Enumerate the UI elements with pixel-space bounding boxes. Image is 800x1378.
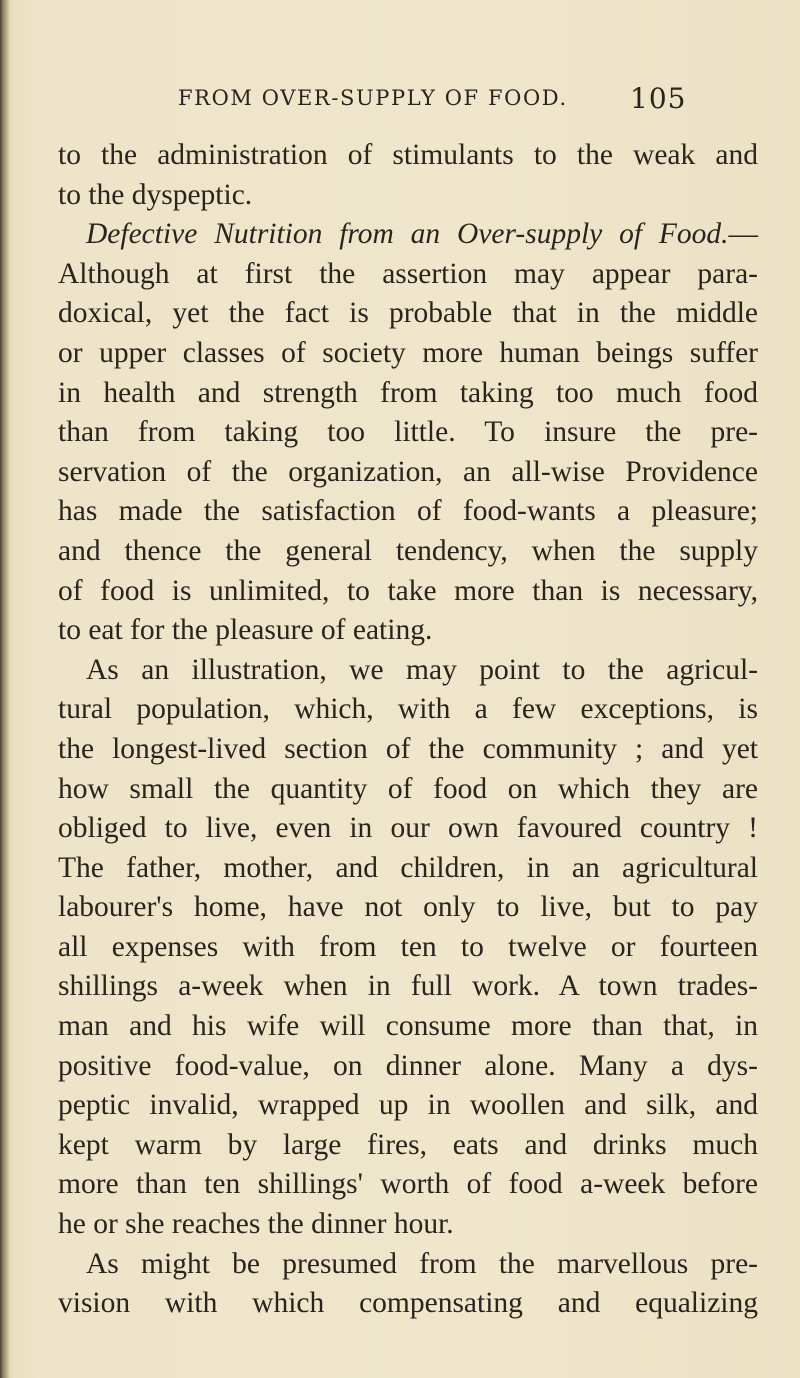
text-line: and thence the general tendency, when the supply <box>58 534 758 567</box>
text-line: shillings a-week when in full work. A town trades- <box>58 970 758 1003</box>
text-line: As an illustration, we may point to the agricul- <box>86 653 758 686</box>
text-line: peptic invalid, wrapped up in woollen and silk, and <box>58 1089 758 1122</box>
text-line: obliged to live, even in our own favoured country ! <box>58 812 758 845</box>
text-line: more than ten shillings' worth of food a-week before <box>58 1168 758 1201</box>
text-line: he or she reaches the dinner hour. <box>58 1208 454 1241</box>
text-line: to the dyspeptic. <box>58 178 253 211</box>
text-line: man and his wife will consume more than that, in <box>58 1010 758 1043</box>
text-line: positive food-value, on dinner alone. Many a dys- <box>58 1049 758 1082</box>
text-line: Although at first the assertion may appear para- <box>58 257 758 290</box>
text-line: the longest-lived section of the community ; and yet <box>58 732 758 765</box>
section-heading-line <box>58 215 758 255</box>
page-header <box>0 82 800 122</box>
text-line: vision with which compensating and equalizing <box>58 1287 758 1320</box>
text-line: all expenses with from ten to twelve or fourteen <box>58 930 758 963</box>
text-line: has made the satisfaction of food-wants a pleasure; <box>58 495 758 528</box>
heading-dash: — <box>728 218 758 251</box>
text-line: to eat for the pleasure of eating. <box>58 614 433 647</box>
page-gutter-shadow <box>0 0 10 1378</box>
section-heading: Defective Nutrition from an Over-supply of Food. <box>86 218 729 251</box>
text-line: doxical, yet the fact is probable that in the middle <box>58 297 758 330</box>
text-line: kept warm by large fires, eats and drinks much <box>58 1128 758 1161</box>
text-line: The father, mother, and children, in an agricultural <box>58 851 758 884</box>
text-line: of food is unlimited, to take more than is necessary, <box>58 574 758 607</box>
text-line: labourer's home, have not only to live, but to pay <box>58 891 758 924</box>
text-line: how small the quantity of food on which they are <box>58 772 758 805</box>
text-line: As might be presumed from the marvellous pre- <box>86 1247 758 1280</box>
text-line: to the administration of stimulants to the weak and <box>58 139 758 171</box>
text-line: or upper classes of society more human beings suffer <box>58 336 758 369</box>
text-line: than from taking too little. To insure the pre- <box>58 416 758 449</box>
text-line: tural population, which, with a few exceptions, is <box>58 693 758 726</box>
running-title: FROM OVER-SUPPLY OF FOOD. <box>178 86 568 110</box>
body-text <box>58 136 758 1324</box>
page-number: 105 <box>630 82 687 115</box>
text-line: servation of the organization, an all-wise Providence <box>58 455 758 488</box>
text-line: in health and strength from taking too much food <box>58 376 758 409</box>
